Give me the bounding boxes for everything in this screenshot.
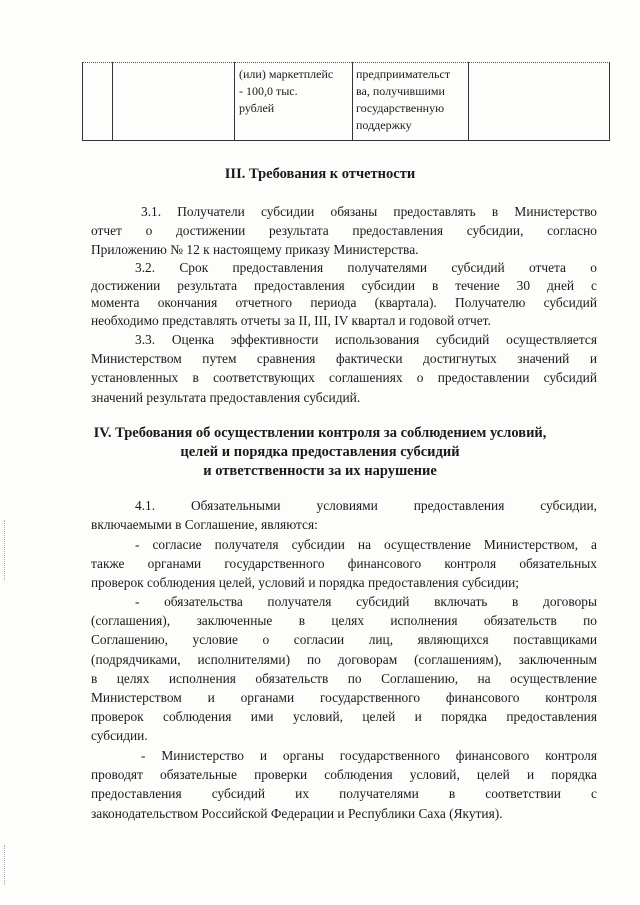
text-line: Министерством путем сравнения фактически достигнутых значений и <box>91 351 597 367</box>
text-line: 3.1. Получатели субсидии обязаны предоставлять в Министерство <box>141 204 597 219</box>
table-cell-line: ва, получившими <box>356 84 445 98</box>
table-cell-line: поддержку <box>356 118 412 132</box>
section-heading-4-line-3: и ответственности за их нарушение <box>203 463 437 479</box>
text-line: Соглашению, условие о согласии лиц, являющихся поставщиками <box>91 632 597 648</box>
section-heading-3: III. Требования к отчетности <box>224 166 416 182</box>
text-line: - обязательства получателя субсидий включать в договоры <box>135 594 597 609</box>
text-line: отчет о достижении результата предоставления субсидии, согласно <box>91 223 597 239</box>
text-line: момента окончания отчетного периода (квартала). Получателю субсидий <box>91 295 597 310</box>
table-cell-col4 <box>356 66 450 134</box>
section-heading-4-line-1: IV. Требования об осуществлении контроля за соблюдением условий, <box>93 425 547 441</box>
text-line: законодательством Российской Федерации и Республики Саха (Якутия). <box>91 805 503 821</box>
paragraph-3-1 <box>91 202 597 260</box>
text-line: значений результата предоставления субсидий. <box>91 389 361 405</box>
bullet-obligations <box>91 592 597 746</box>
scan-margin-mark <box>4 520 7 580</box>
text-line: в целях исполнения обязательств по Соглашению, на осуществление <box>91 670 597 686</box>
table-fragment <box>82 62 610 140</box>
table-cell-line: государственную <box>356 101 445 115</box>
text-line: Приложению № 12 к настоящему приказу Министерства. <box>91 242 419 258</box>
text-line: проверок соблюдения ими условий, целей и порядка предоставления <box>91 709 597 725</box>
text-line: Министерством и органами государственного финансового контроля <box>91 690 597 706</box>
text-line: - согласие получателя субсидии на осуществление Министерством, а <box>135 537 597 552</box>
scan-margin-mark <box>4 845 7 885</box>
bullet-consent <box>91 535 597 593</box>
text-line: 4.1. Обязательными условиями предоставления субсидии, <box>135 498 597 513</box>
paragraph-3-3 <box>91 330 597 407</box>
text-line: установленных в соответствующих соглашениях о предоставлении субсидий <box>91 370 597 386</box>
table-cell-line: - 100,0 тыс. <box>239 84 298 98</box>
text-line: включаемыми в Соглашение, являются: <box>91 517 318 533</box>
table-cell-line: (или) маркетплейс <box>239 67 334 81</box>
table-cell-col3 <box>239 66 333 117</box>
text-line: проверок соблюдения целей, условий и порядка предоставления субсидии; <box>91 575 520 591</box>
paragraph-4-1 <box>91 496 597 534</box>
section-heading-4-line-2: целей и порядка предоставления субсидий <box>180 444 460 460</box>
table-cell-line: рублей <box>239 101 275 115</box>
text-line: также органами государственного финансового контроля обязательных <box>91 556 597 572</box>
paragraph-3-2 <box>91 259 597 329</box>
text-line: предоставления субсидий их получателями в соответствии с <box>91 786 597 802</box>
table-cell-line: предприимательст <box>356 67 451 81</box>
text-line: достижении результата предоставления субсидии в течение 30 дней с <box>91 277 597 293</box>
text-line: 3.2. Срок предоставления получателями субсидий отчета о <box>135 260 597 275</box>
text-line: - Министерство и органы государственного финансового контроля <box>141 748 597 763</box>
text-line: (подрядчиками, исполнителями) по договорам (соглашениям), заключенным <box>91 651 597 667</box>
text-line: (соглашения), заключенные в целях исполнения обязательств по <box>91 613 597 629</box>
text-line: необходимо представлять отчеты за II, III, IV квартал и годовой отчет. <box>91 312 491 328</box>
text-line: 3.3. Оценка эффективности использования субсидий осуществляется <box>135 332 597 347</box>
text-line: субсидии. <box>91 728 148 744</box>
bullet-inspections <box>91 746 597 823</box>
text-line: проводят обязательные проверки соблюдения условий, целей и порядка <box>91 767 597 783</box>
